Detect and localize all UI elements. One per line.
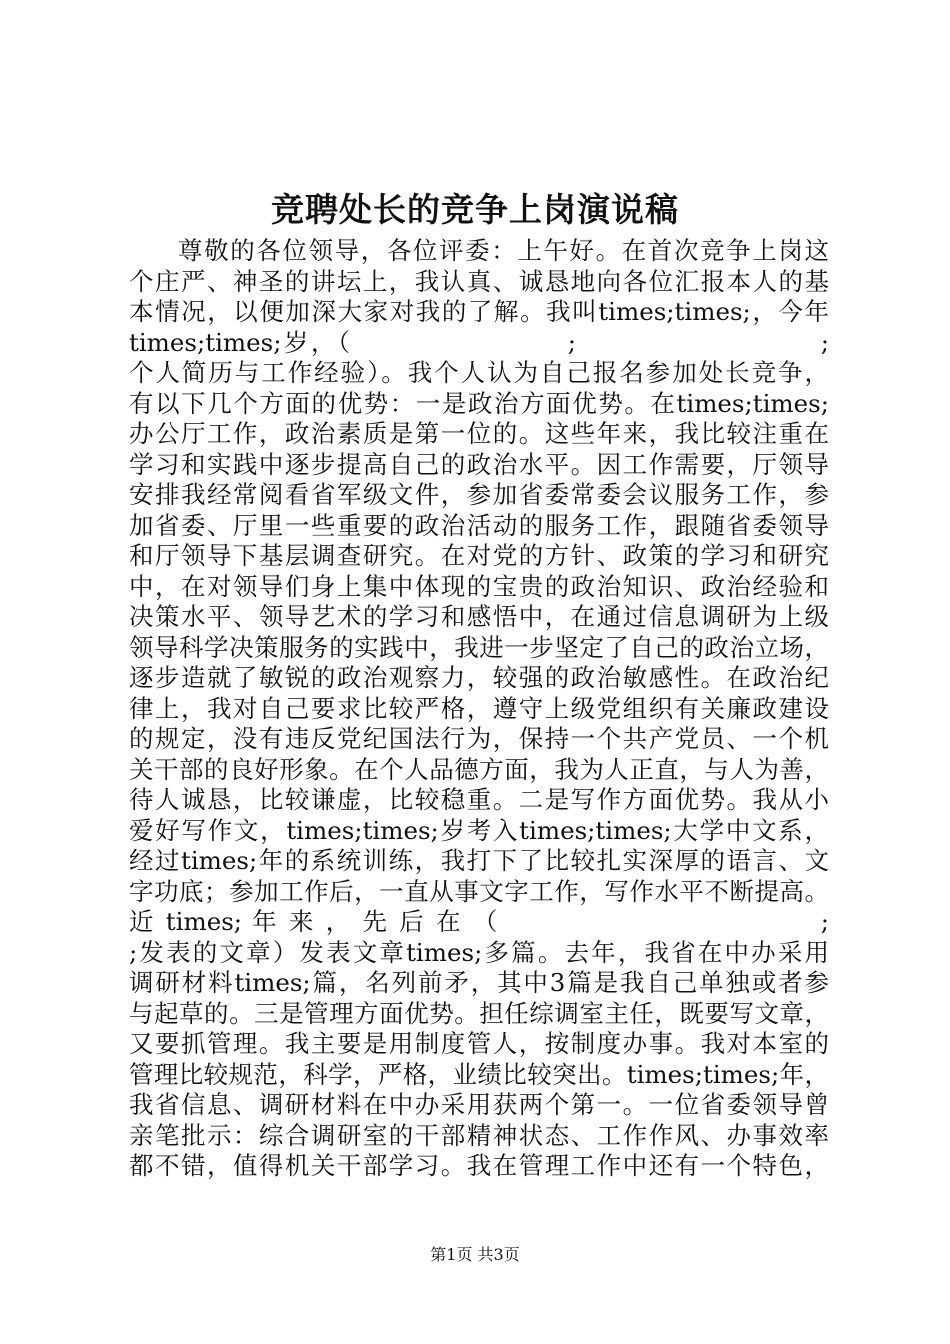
body-line: 领导科学决策服务的实践中，我进一步坚定了自己的政治立场，	[129, 632, 829, 662]
body-line: 亲笔批示：综合调研室的干部精神状态、工作作风、办事效率	[129, 1120, 829, 1150]
body-line: 都不错，值得机关干部学习。我在管理工作中还有一个特色，	[129, 1151, 829, 1180]
body-line: 安排我经常阅看省军级文件，参加省委常委会议服务工作，参	[129, 480, 829, 509]
body-line: 经过times;年的系统训练，我打下了比较扎实深厚的语言、文	[129, 846, 829, 875]
body-line: 律上，我对自己要求比较严格，遵守上级党组织有关廉政建设	[129, 693, 829, 723]
body-line: 本情况，以便加深大家对我的了解。我叫times;times;，今年	[129, 297, 829, 326]
body-line: 近 times; 年 来 ， 先 后 在 （ ;	[129, 907, 829, 936]
body-line: 关干部的良好形象。在个人品德方面，我为人正直，与人为善，	[129, 754, 829, 784]
document-body	[129, 236, 829, 1182]
body-line: 我省信息、调研材料在中办采用获两个第一。一位省委领导曾	[129, 1090, 829, 1119]
body-line: 与起草的。三是管理方面优势。担任综调室主任，既要写文章，	[129, 998, 829, 1028]
body-line: 调研材料times;篇，名列前矛，其中3篇是我自己单独或者参	[129, 968, 829, 997]
body-line: 逐步造就了敏锐的政治观察力，较强的政治敏感性。在政治纪	[129, 663, 829, 692]
body-line: 办公厅工作，政治素质是第一位的。这些年来，我比较注重在	[129, 419, 829, 448]
body-line: 待人诚恳，比较谦虚，比较稳重。二是写作方面优势。我从小	[129, 785, 829, 814]
body-line: 管理比较规范，科学，严格，业绩比较突出。times;times;年，	[129, 1059, 829, 1089]
body-line: 字功底；参加工作后，一直从事文字工作，写作水平不断提高。	[129, 876, 829, 906]
body-line: 有以下几个方面的优势：一是政治方面优势。在times;times;	[129, 388, 829, 418]
body-line: 学习和实践中逐步提高自己的政治水平。因工作需要，厅领导	[129, 449, 829, 479]
body-line: 个庄严、神圣的讲坛上，我认真、诚恳地向各位汇报本人的基	[129, 266, 829, 296]
body-line: 中，在对领导们身上集中体现的宝贵的政治知识、政治经验和	[129, 571, 829, 601]
body-line: 个人简历与工作经验）。我个人认为自己报名参加处长竞争，	[129, 358, 829, 387]
body-line: 决策水平、领导艺术的学习和感悟中，在通过信息调研为上级	[129, 602, 829, 631]
body-line: 爱好写作文，times;times;岁考入times;times;大学中文系，	[129, 815, 829, 845]
body-line: 的规定，没有违反党纪国法行为，保持一个共产党员、一个机	[129, 724, 829, 753]
body-line: 尊敬的各位领导，各位评委：上午好。在首次竞争上岗这	[178, 236, 829, 265]
body-line: 加省委、厅里一些重要的政治活动的服务工作，跟随省委领导	[129, 510, 829, 540]
document-title: 竞聘处长的竞争上岗演说稿	[271, 190, 679, 229]
page-footer: 第1页 共3页	[430, 1245, 520, 1264]
body-line: 又要抓管理。我主要是用制度管人，按制度办事。我对本室的	[129, 1029, 829, 1058]
body-line: ;发表的文章）发表文章times;多篇。去年，我省在中办采用	[129, 937, 829, 967]
body-line: 和厅领导下基层调查研究。在对党的方针、政策的学习和研究	[129, 541, 829, 570]
body-line: times;times;岁，（ ; ;	[129, 327, 829, 357]
